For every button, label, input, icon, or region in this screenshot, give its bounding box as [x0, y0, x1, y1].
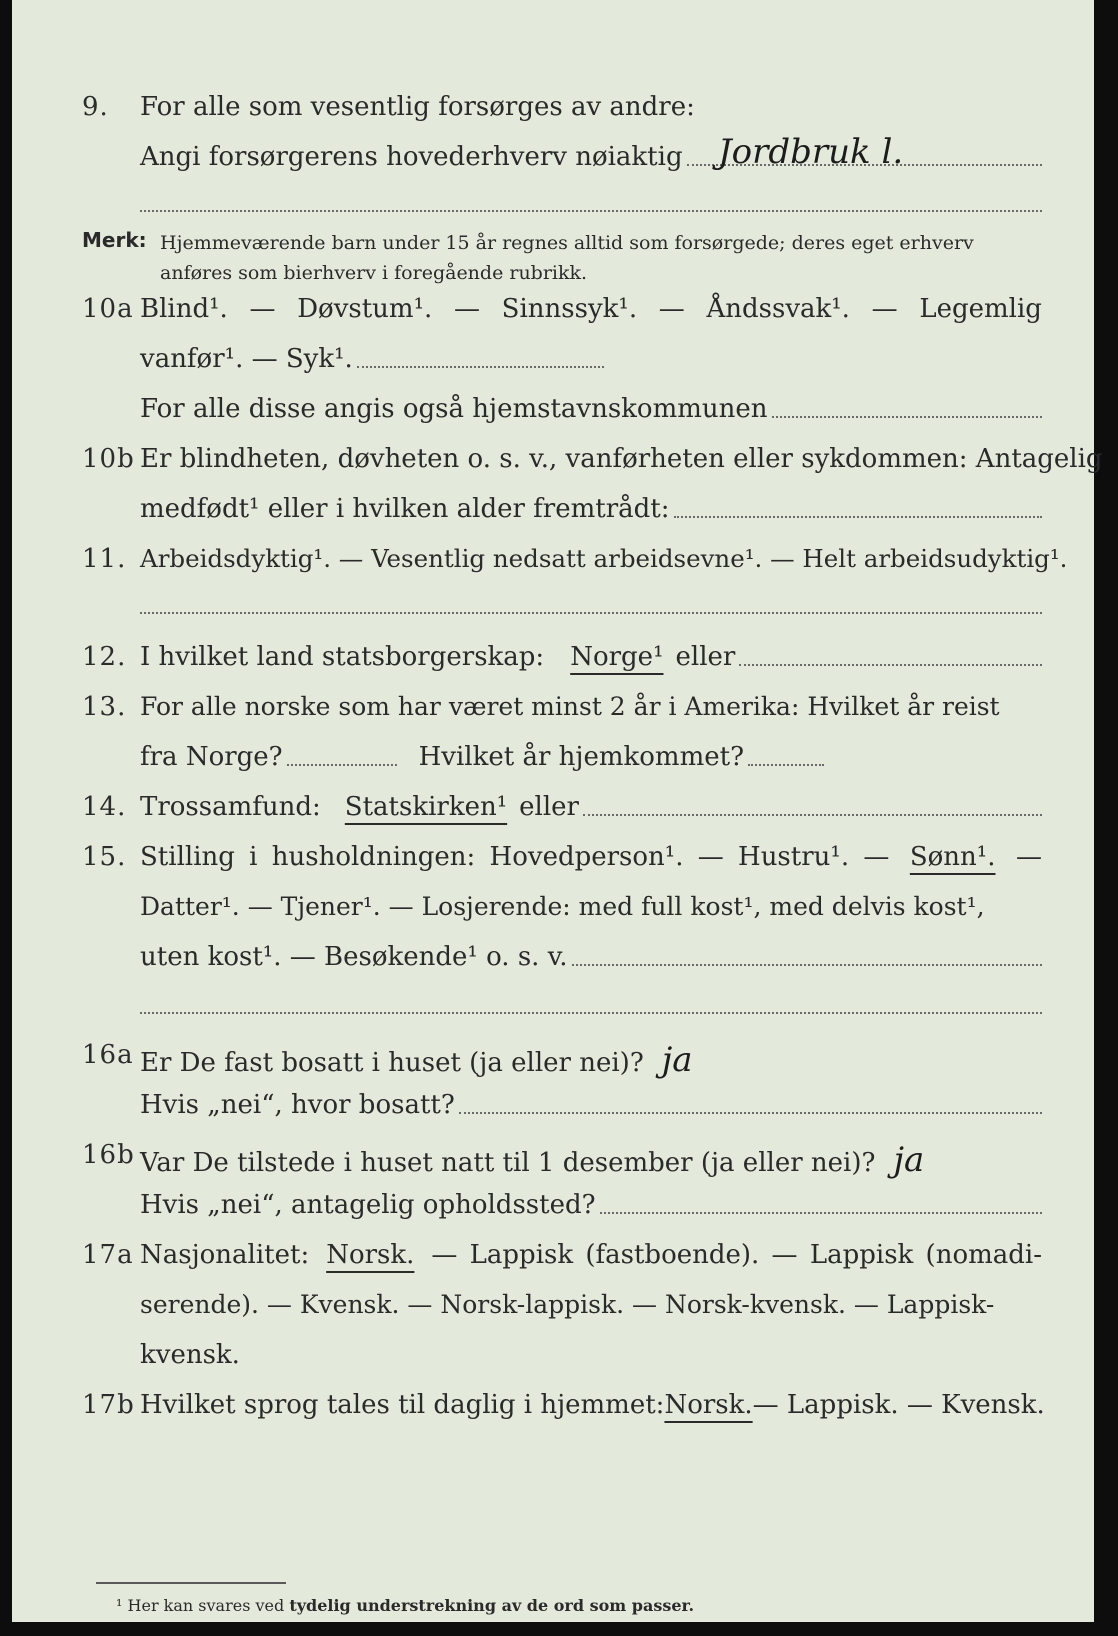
- question-text: Stilling i husholdningen: Hovedperson¹. — Hustru¹. —: [140, 842, 890, 872]
- question-9-line1: [12, 92, 1094, 132]
- question-text: Trossamfund:: [140, 792, 321, 822]
- question-text: — Lappisk. — Kvensk.: [752, 1390, 1045, 1420]
- answer-statskirken-underlined: Statskirken¹: [344, 792, 508, 822]
- question-10a-line2: [12, 344, 1094, 384]
- question-17a-line1: [12, 1240, 1094, 1280]
- question-text: Hvilket sprog tales til daglig i hjemmet:: [140, 1390, 665, 1420]
- handwritten-answer: Jordbruk l.: [718, 132, 904, 172]
- question-9-line2: [12, 132, 1094, 182]
- dotted-line: [140, 612, 1042, 614]
- separator: —: [658, 294, 685, 324]
- footnote-mark: ¹: [116, 1596, 123, 1615]
- question-number: 13.: [82, 692, 127, 722]
- question-11: [12, 544, 1094, 584]
- footnote: [116, 1596, 694, 1615]
- answer-norsk-underlined: Norsk.: [326, 1240, 415, 1270]
- question-text: kvensk.: [140, 1340, 240, 1370]
- question-text: I hvilket land statsborgerskap:: [140, 642, 545, 672]
- answer-fill-line: [739, 664, 1042, 666]
- question-text: For alle som vesentlig forsørges av andre:: [140, 92, 695, 122]
- option-blind: Blind¹.: [140, 294, 228, 324]
- question-15-line1: [12, 842, 1094, 882]
- question-10a-line1: [12, 294, 1094, 334]
- question-text: Hvis „nei“, antagelig opholdssted?: [140, 1190, 596, 1220]
- question-text: vanfør¹. — Syk¹.: [140, 344, 353, 374]
- question-number: 16b: [82, 1140, 135, 1170]
- option-andssvak: Åndssvak¹.: [706, 294, 850, 324]
- answer-fill-line: [459, 1112, 1042, 1114]
- question-number: 15.: [82, 842, 127, 872]
- question-number: 17a: [82, 1240, 134, 1270]
- option-eller: eller: [675, 642, 736, 672]
- question-text: serende). — Kvensk. — Norsk-lappisk. — Norsk-kvensk. — Lappisk-: [140, 1290, 995, 1319]
- answer-fill-line: [600, 1212, 1042, 1214]
- answer-fill-line: [357, 366, 604, 368]
- question-17b: [12, 1390, 1094, 1430]
- footnote-divider: [96, 1582, 286, 1584]
- handwritten-answer: ja: [893, 1140, 925, 1180]
- answer-fill-line: [572, 964, 1042, 966]
- dotted-line: [140, 1012, 1042, 1014]
- question-10b-line1: [12, 444, 1103, 484]
- note-text: Hjemmeværende barn under 15 år regnes alltid som forsørgede; deres eget erhverv anføres som bierhverv i foregående rubrikk.: [160, 232, 974, 284]
- handwritten-answer: ja: [661, 1040, 693, 1080]
- answer-fill-line: [748, 764, 824, 766]
- question-text: — Lappisk (fastboende). — Lappisk (nomadi-: [431, 1240, 1042, 1270]
- option-legemlig: Legemlig: [919, 294, 1042, 324]
- question-text: Hvilket år hjemkommet?: [418, 742, 745, 772]
- question-number: 10b: [82, 444, 135, 474]
- answer-norge-underlined: Norge¹: [570, 642, 664, 672]
- question-number: 16a: [82, 1040, 134, 1070]
- question-number: 10a: [82, 294, 134, 324]
- question-15-line3: [12, 942, 1094, 982]
- question-14: [12, 792, 1094, 832]
- note-label: Merk:: [82, 228, 147, 252]
- separator: —: [453, 294, 480, 324]
- question-text: medfødt¹ eller i hvilken alder fremtrådt:: [140, 494, 670, 524]
- question-13-line1: [12, 692, 1094, 732]
- option-sinnssyk: Sinnssyk¹.: [501, 294, 638, 324]
- footnote-text: Her kan svares ved: [127, 1596, 285, 1615]
- question-10b-line2: [12, 494, 1094, 534]
- question-text: Arbeidsdyktig¹. — Vesentlig nedsatt arbeidsevne¹. — Helt arbeidsudyktig¹.: [140, 544, 1068, 573]
- census-form-page: [12, 0, 1103, 1622]
- question-text: Datter¹. — Tjener¹. — Losjerende: med full kost¹, med delvis kost¹,: [140, 892, 985, 921]
- answer-fill-line: [772, 416, 1042, 418]
- answer-sonn-underlined: Sønn¹.: [909, 842, 996, 872]
- separator: —: [1015, 842, 1042, 872]
- separator: —: [249, 294, 276, 324]
- answer-norsk-underlined: Norsk.: [664, 1390, 753, 1420]
- question-number: 11.: [82, 544, 127, 574]
- question-number: 12.: [82, 642, 127, 672]
- question-text: For alle disse angis også hjemstavnskommunen: [140, 394, 768, 424]
- question-text: Angi forsørgerens hovederhverv nøiaktig: [140, 142, 683, 172]
- question-text: fra Norge?: [140, 742, 283, 772]
- question-text: For alle norske som har været minst 2 år i Amerika: Hvilket år reist: [140, 692, 1000, 721]
- option-dovstum: Døvstum¹.: [297, 294, 433, 324]
- question-12: [12, 642, 1094, 682]
- question-16a-line2: [12, 1090, 1094, 1130]
- question-17a-line2: [12, 1290, 1094, 1330]
- option-eller: eller: [519, 792, 579, 822]
- question-15-line2: [12, 892, 1094, 932]
- separator: —: [871, 294, 898, 324]
- question-text: Var De tilstede i huset natt til 1 desember (ja eller nei)?: [140, 1148, 876, 1178]
- answer-fill-line: [583, 814, 1042, 816]
- question-number: 17b: [82, 1390, 135, 1420]
- question-16a-line1: [12, 1040, 1094, 1080]
- question-17a-line3: [12, 1340, 1094, 1380]
- question-13-line2: [12, 742, 1094, 782]
- question-text: Er blindheten, døvheten o. s. v., vanførheten eller sykdommen: Antagelig: [140, 444, 1103, 474]
- question-text: Hvis „nei“, hvor bosatt?: [140, 1090, 455, 1120]
- question-16b-line2: [12, 1190, 1094, 1230]
- dotted-line: [140, 210, 1042, 212]
- question-text: Er De fast bosatt i huset (ja eller nei)?: [140, 1048, 644, 1078]
- question-text: Nasjonalitet:: [140, 1240, 310, 1270]
- question-number: 9.: [82, 92, 109, 122]
- footnote-bold-text: tydelig understrekning av de ord som passer.: [289, 1596, 695, 1615]
- answer-fill-line: [674, 516, 1043, 518]
- answer-fill-line: [287, 764, 397, 766]
- question-10a-line3: [12, 394, 1094, 434]
- question-number: 14.: [82, 792, 127, 822]
- question-text: uten kost¹. — Besøkende¹ o. s. v.: [140, 942, 568, 972]
- question-16b-line1: [12, 1140, 1094, 1180]
